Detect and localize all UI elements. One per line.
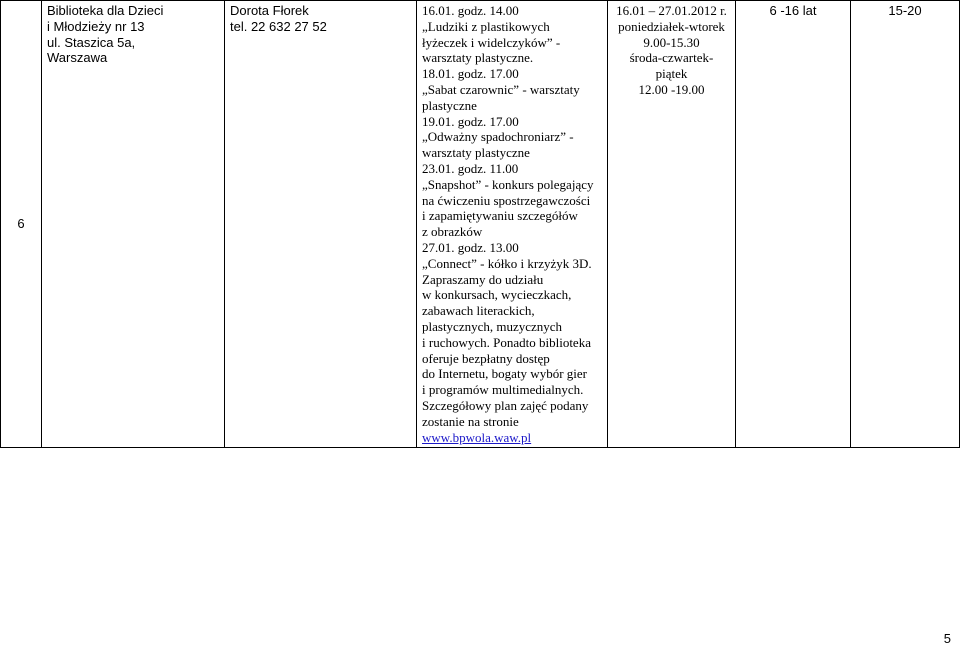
program-line: 23.01. godz. 11.00	[422, 160, 519, 176]
participants-cell	[851, 1, 960, 448]
institution-line: i Młodzieży nr 13	[47, 18, 145, 34]
program-line: na ćwiczeniu spostrzegawczości	[422, 192, 591, 208]
program-line: warsztaty plastyczne	[422, 145, 530, 161]
program-line: „Connect” - kółko i krzyżyk 3D.	[422, 255, 592, 271]
age-range: 6 -16 lat	[769, 3, 817, 18]
program-line: Szczegółowy plan zajęć podany	[422, 397, 589, 413]
page-number: 5	[943, 631, 951, 646]
days-wed-fri: środa-czwartek-	[629, 50, 714, 66]
participant-count: 15-20	[888, 3, 922, 18]
program-line: 27.01. godz. 13.00	[422, 239, 519, 255]
date-range: 16.01 – 27.01.2012 r.	[616, 3, 727, 18]
program-line: i zapamiętywaniu szczegółów	[422, 208, 578, 224]
institution-line: Biblioteka dla Dzieci	[47, 3, 164, 18]
program-line: w konkursach, wycieczkach,	[422, 287, 572, 303]
program-line: plastyczne	[422, 97, 477, 113]
dates-cell	[608, 1, 736, 448]
days-mon-tue: poniedziałek-wtorek	[618, 18, 725, 34]
program-line: i programów multimedialnych.	[422, 382, 584, 398]
contact-cell	[225, 1, 417, 448]
contact-name: Dorota Fłorek	[230, 3, 309, 18]
row-number-cell	[1, 1, 42, 448]
program-line: oferuje bezpłatny dostęp	[422, 350, 550, 366]
age-cell	[736, 1, 851, 448]
program-line: 19.01. godz. 17.00	[422, 113, 519, 129]
institution-line: Warszawa	[47, 50, 108, 66]
program-line: „Sabat czarownic” - warsztaty	[422, 81, 580, 97]
row-number: 6	[17, 216, 25, 232]
program-line: łyżeczek i widelczyków” -	[422, 34, 561, 50]
library-website-link[interactable]: www.bpwola.waw.pl	[422, 429, 532, 445]
institution-line: ul. Staszica 5a,	[47, 34, 136, 50]
program-line: „Odważny spadochroniarz” -	[422, 129, 574, 145]
program-line: 18.01. godz. 17.00	[422, 66, 519, 82]
program-line: plastycznych, muzycznych	[422, 318, 563, 334]
program-line: do Internetu, bogaty wybór gier	[422, 366, 587, 382]
program-line: „Ludziki z plastikowych	[422, 18, 550, 34]
institution-cell	[42, 1, 225, 448]
contact-phone: tel. 22 632 27 52	[230, 18, 327, 34]
program-line: z obrazków	[422, 224, 483, 240]
days-fri: piątek	[655, 66, 688, 82]
program-line: Zapraszamy do udziału	[422, 271, 544, 287]
program-line: 16.01. godz. 14.00	[422, 3, 519, 18]
program-line: warsztaty plastyczne.	[422, 50, 534, 66]
hours-mon-tue: 9.00-15.30	[643, 34, 700, 50]
program-line: „Snapshot” - konkurs polegający	[422, 176, 594, 192]
program-line: zostanie na stronie	[422, 413, 519, 429]
table-row	[1, 1, 960, 448]
program-line: i ruchowych. Ponadto biblioteka	[422, 334, 591, 350]
hours-wed-fri: 12.00 -19.00	[638, 81, 705, 97]
program-line: zabawach literackich,	[422, 303, 535, 319]
program-cell	[417, 1, 608, 448]
